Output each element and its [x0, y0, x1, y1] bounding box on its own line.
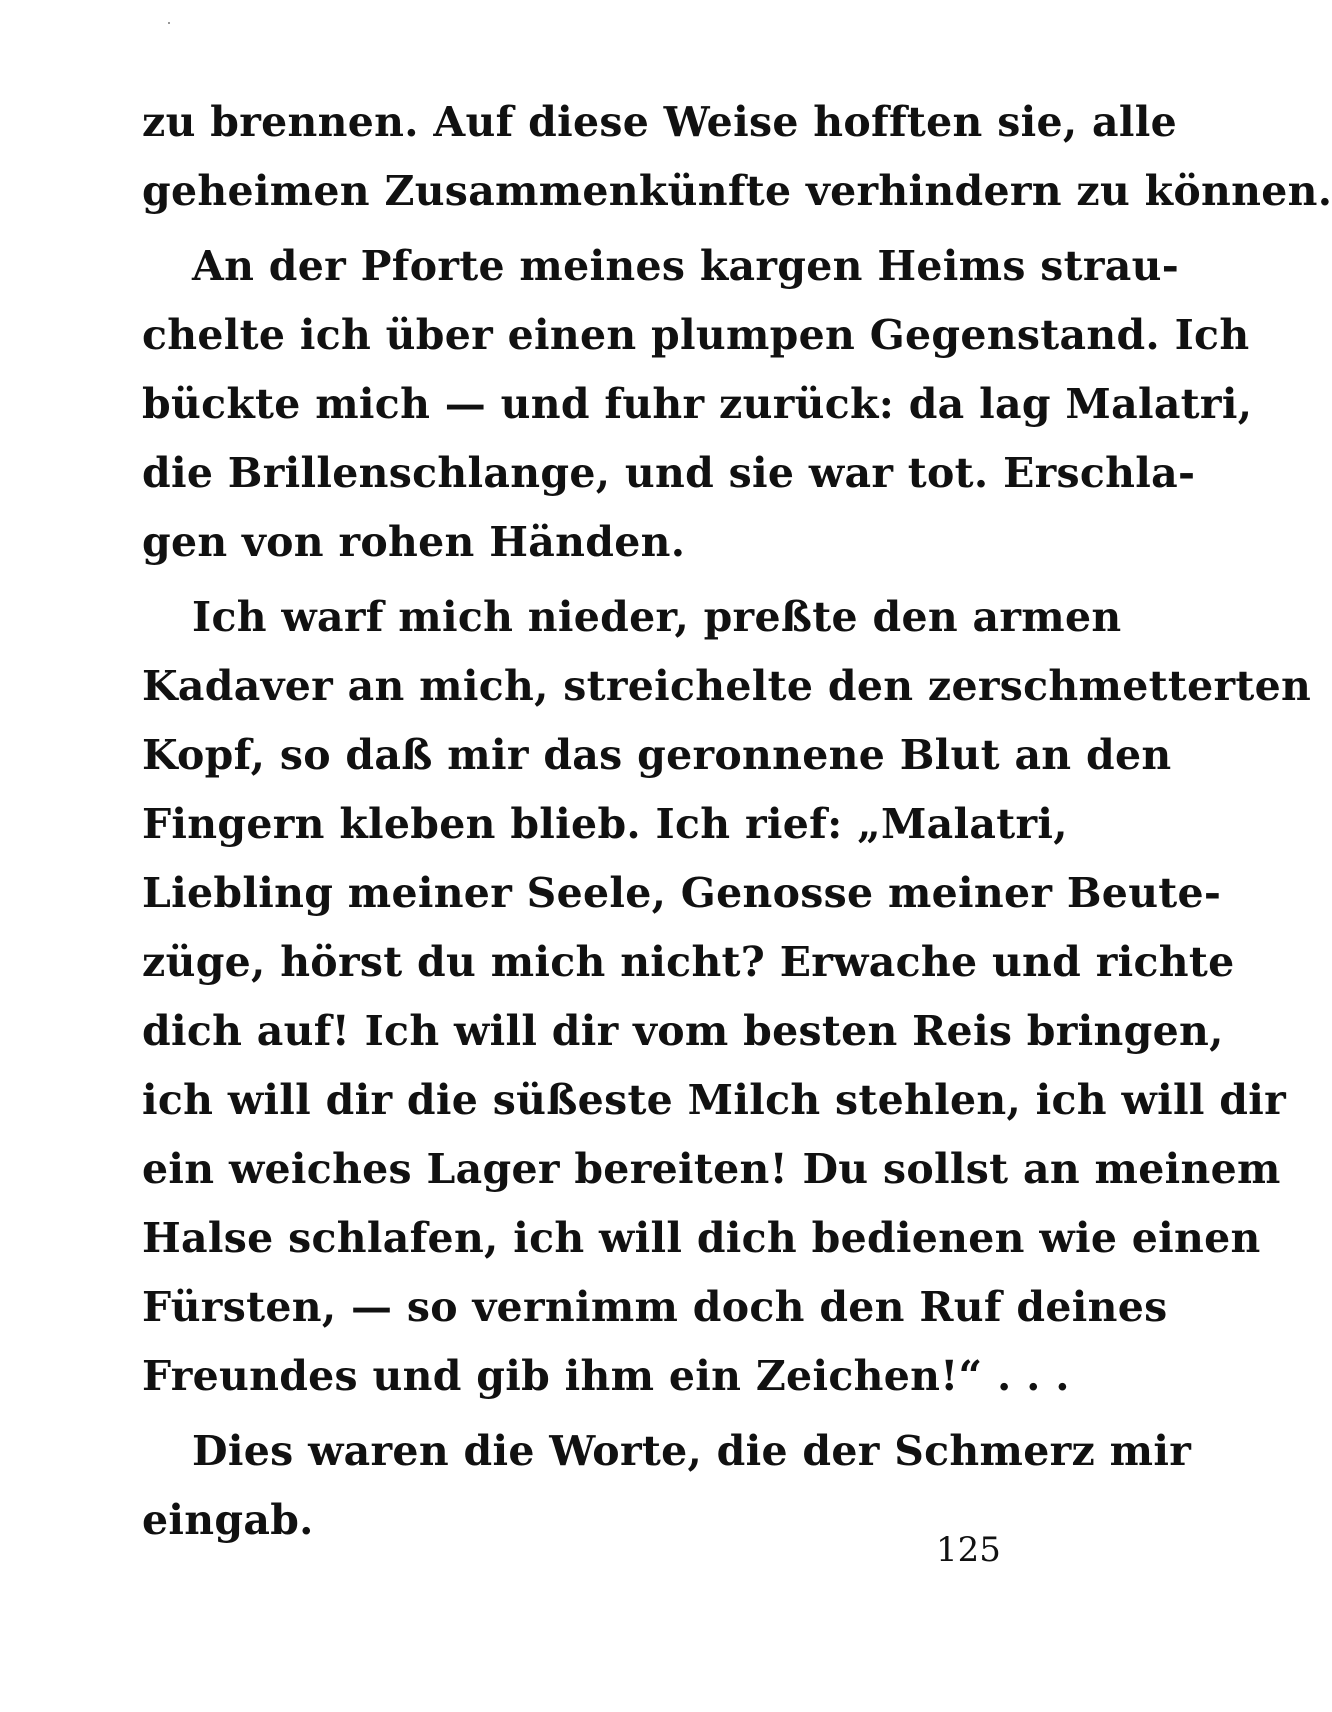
text-line: Ich warf mich nieder, preßte den armen	[192, 593, 1122, 641]
text-line: ich will dir die süßeste Milch stehlen, ich will dir	[142, 1076, 1287, 1124]
text-line: dich auf! Ich will dir vom besten Reis bringen,	[142, 1007, 1224, 1055]
text-line: Dies waren die Worte, die der Schmerz mir	[192, 1427, 1192, 1475]
text-line: ein weiches Lager bereiten! Du sollst an meinem	[142, 1145, 1281, 1193]
text-line: bückte mich — und fuhr zurück: da lag Malatri,	[142, 380, 1253, 428]
text-line: Liebling meiner Seele, Genosse meiner Beute-	[142, 869, 1222, 917]
text-line: Kadaver an mich, streichelte den zerschmetterten	[142, 662, 1312, 710]
text-line: züge, hörst du mich nicht? Erwache und richte	[142, 938, 1235, 986]
scan-speck	[168, 22, 170, 24]
body-text	[142, 88, 1332, 1555]
text-line: Kopf, so daß mir das geronnene Blut an den	[142, 731, 1172, 779]
text-line: geheimen Zusammenkünfte verhindern zu können.	[142, 167, 1332, 215]
text-line: gen von rohen Händen.	[142, 518, 686, 566]
text-line: eingab.	[142, 1496, 314, 1544]
text-line: Halse schlafen, ich will dich bedienen wie einen	[142, 1214, 1261, 1262]
text-line: die Brillenschlange, und sie war tot. Erschla-	[142, 449, 1196, 497]
text-line: Fürsten, — so vernimm doch den Ruf deines	[142, 1283, 1168, 1331]
text-line: zu brennen. Auf diese Weise hofften sie, alle	[142, 98, 1178, 146]
text-line: Freundes und gib ihm ein Zeichen!“ . . .	[142, 1352, 1070, 1400]
text-line: Fingern kleben blieb. Ich rief: „Malatri,	[142, 800, 1068, 848]
text-line: chelte ich über einen plumpen Gegenstand. Ich	[142, 311, 1250, 359]
page-number: 125	[936, 1530, 1001, 1570]
text-line: An der Pforte meines kargen Heims strau-	[192, 242, 1180, 290]
